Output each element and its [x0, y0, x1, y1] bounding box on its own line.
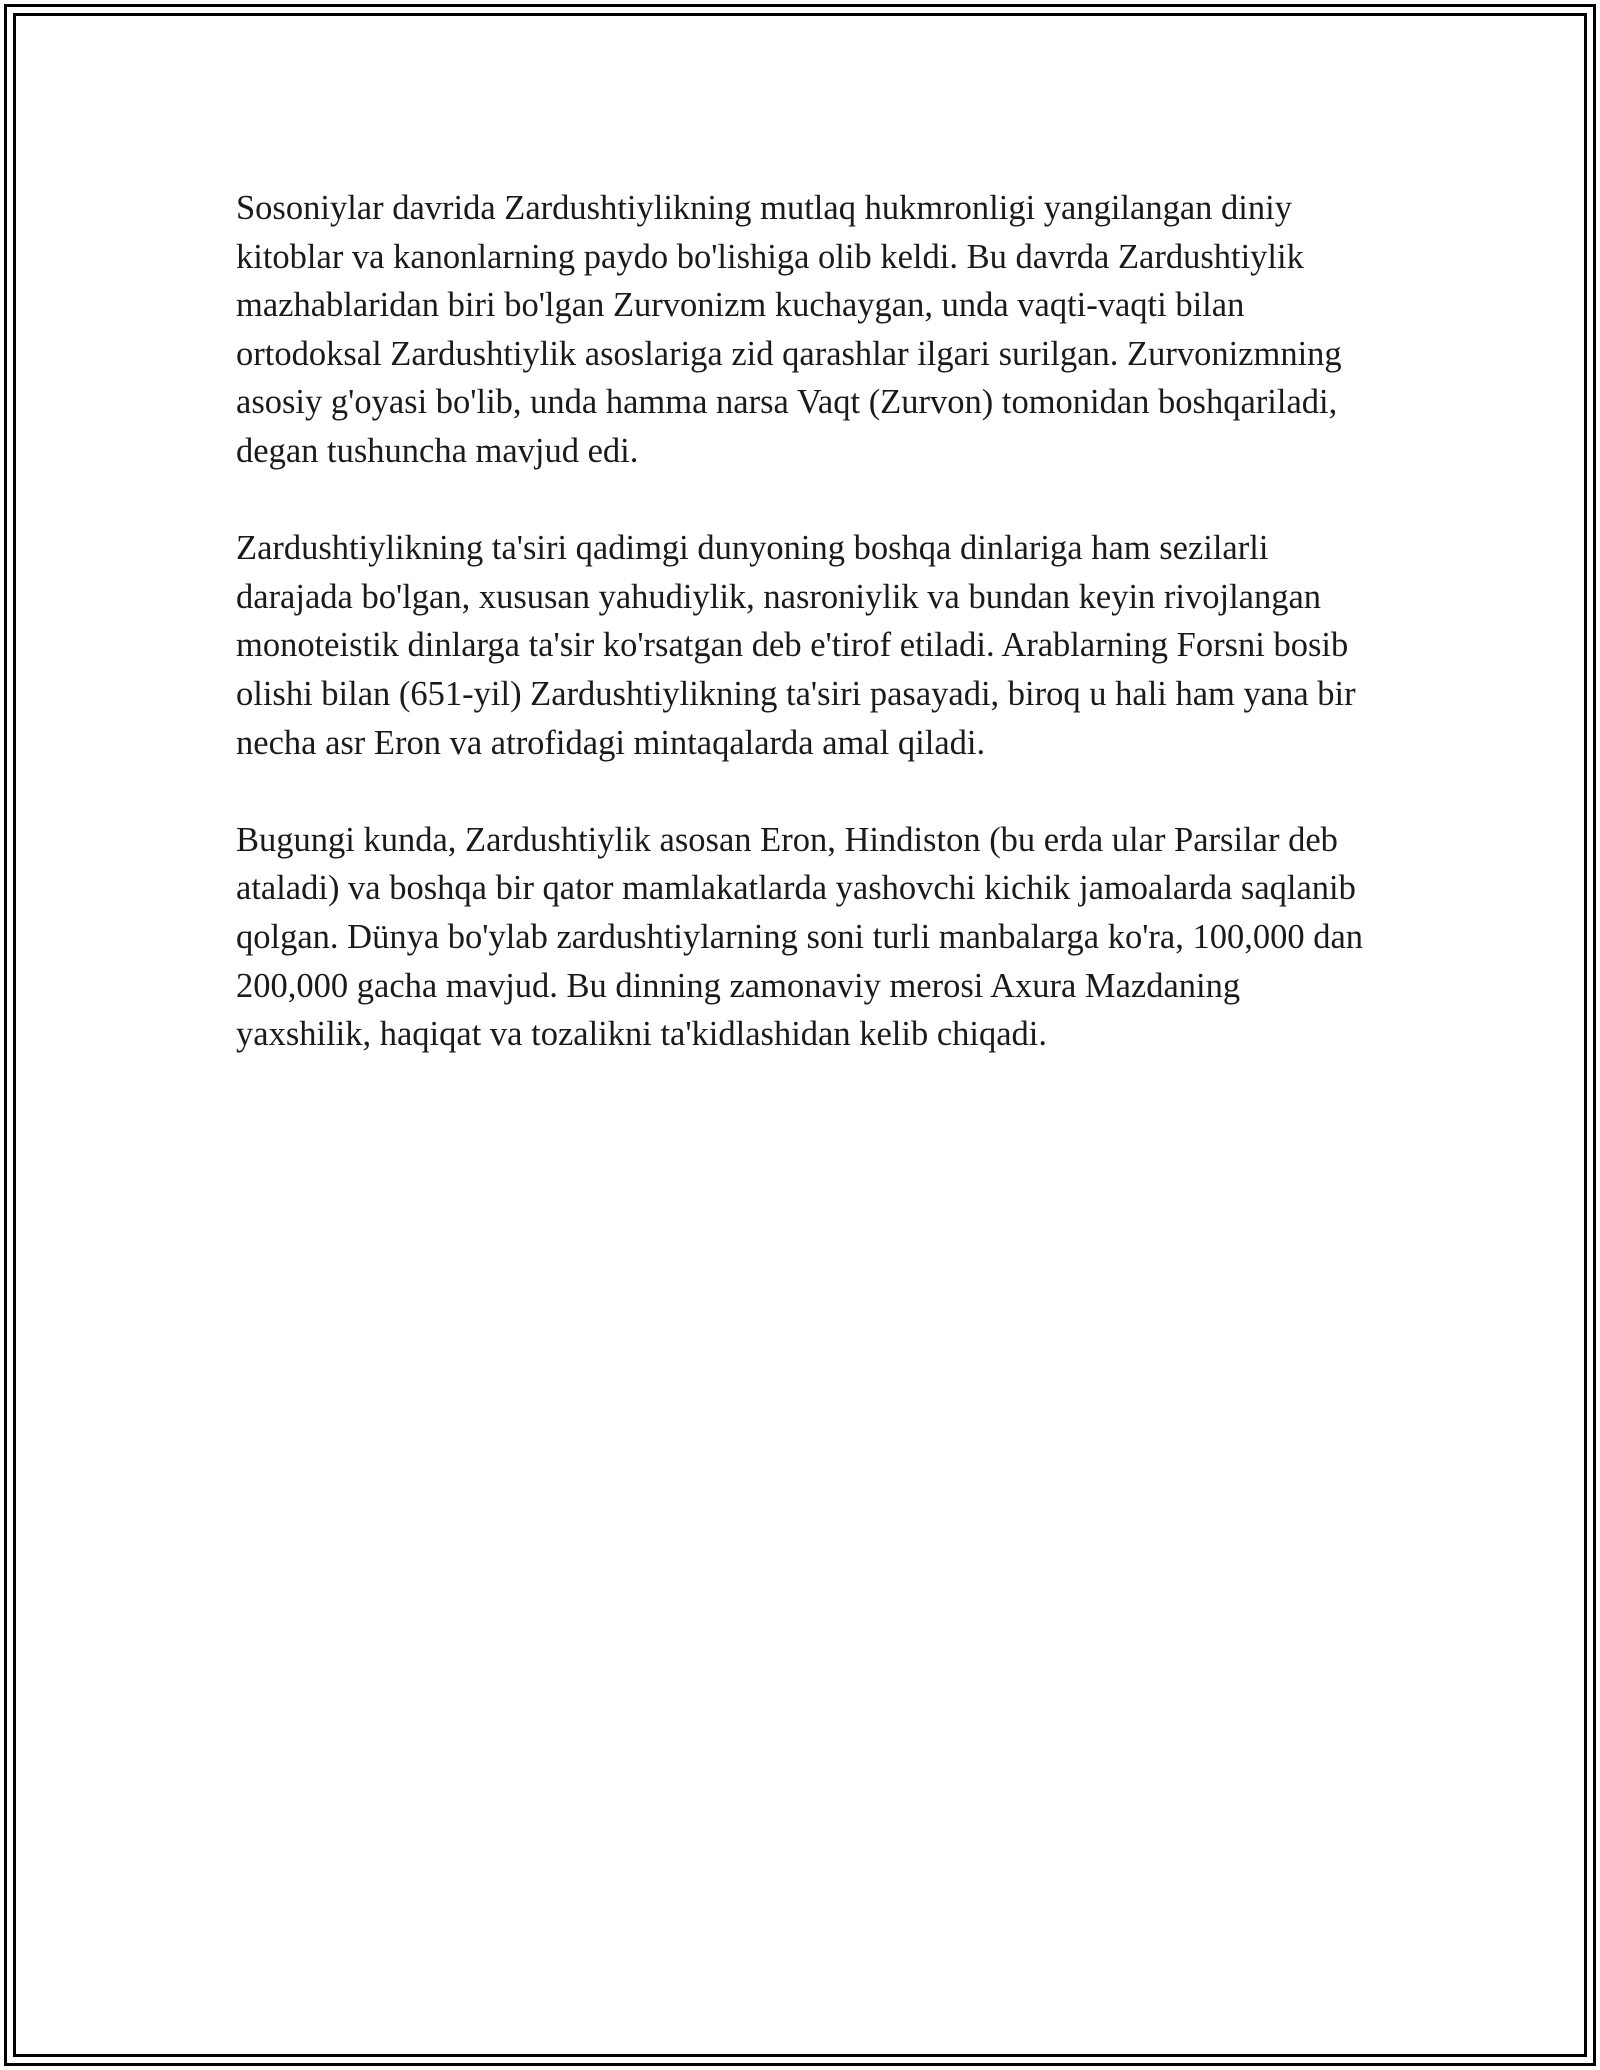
- paragraph-sosoniylar: Sosoniylar davrida Zardushtiylikning mutlaq hukmronligi yangilangan diniy kitoblar va kanonlarning paydo bo'lishiga olib keldi. Bu davrda Zardushtiylik mazhablaridan biri bo'lgan Zurvonizm kuchaygan, unda vaqti-vaqti bilan ortodoksal Zardushtiylik asoslariga zid qarashlar ilgari surilgan. Zurvonizmning asosiy g'oyasi bo'lib, unda hamma narsa Vaqt (Zurvon) tomonidan boshqariladi, degan tushuncha mavjud edi.: [236, 189, 1342, 470]
- paragraph-influence: Zardushtiylikning ta'siri qadimgi dunyoning boshqa dinlariga ham sezilarli darajada bo'lgan, xususan yahudiylik, nasroniylik va bundan keyin rivojlangan monoteistik dinlarga ta'sir ko'rsatgan deb e'tirof etiladi. Arablarning Forsni bosib olishi bilan (651-yil) Zardushtiylikning ta'siri pasayadi, biroq u hali ham yana bir necha asr Eron va atrofidagi mintaqalarda amal qiladi.: [236, 529, 1356, 762]
- paragraph-today: Bugungi kunda, Zardushtiylik asosan Eron, Hindiston (bu erda ular Parsilar deb ataladi) va boshqa bir qator mamlakatlarda yashovchi kichik jamoalarda saqlanib qolgan. Dünya bo'ylab zardushtiylarning soni turli manbalarga ko'ra, 100,000 dan 200,000 gacha mavjud. Bu dinning zamonaviy merosi Axura Mazdaning yaxshilik, haqiqat va tozalikni ta'kidlashidan kelib chiqadi.: [236, 820, 1364, 1054]
- document-body: [236, 184, 1366, 1107]
